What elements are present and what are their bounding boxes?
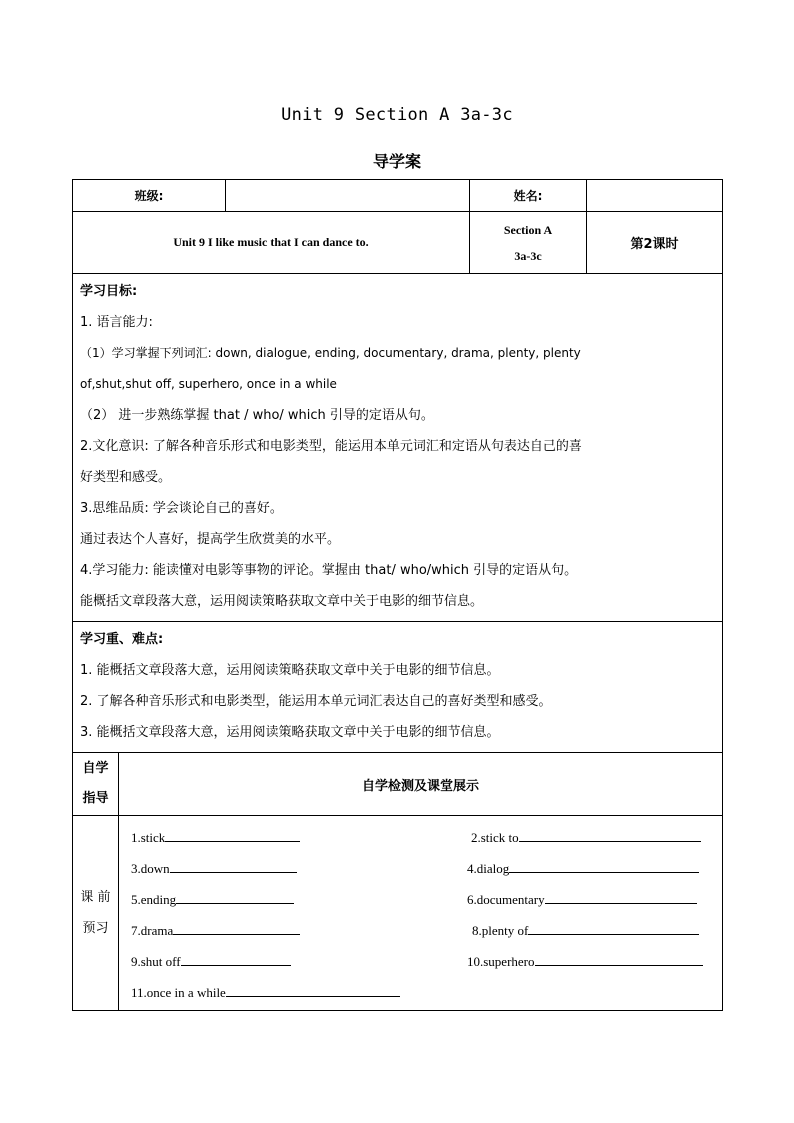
document-subtitle: 导学案 [372, 152, 421, 171]
vocab-item [131, 822, 300, 853]
answer-blank[interactable] [545, 893, 697, 904]
vocab-item [472, 915, 699, 946]
unit-title: Unit 9 I like music that I can dance to. [73, 212, 470, 274]
self-study-side-line: 指导 [82, 791, 109, 806]
answer-blank[interactable] [519, 831, 701, 842]
vocab-item [467, 884, 697, 915]
answer-blank[interactable] [535, 955, 703, 966]
vocab-row [131, 977, 716, 1008]
key-point-line: 3. 能概括文章段落大意，运用阅读策略获取文章中关于电影的细节信息。 [80, 725, 500, 740]
vocab-item [131, 946, 291, 977]
answer-blank[interactable] [170, 862, 297, 873]
vocab-item [131, 915, 300, 946]
vocab-word: 3.down [131, 861, 170, 876]
vocab-word: 6.documentary [467, 892, 545, 907]
objective-line: （1）学习掌握下列词汇: down, dialogue, ending, documentary, drama, plenty, plenty [80, 346, 581, 360]
objective-line: 3.思维品质: 学会谈论自己的喜好。 [80, 501, 283, 516]
lesson-label: 第2课时 [587, 212, 723, 274]
vocab-row [131, 884, 716, 915]
objective-line: 好类型和感受。 [80, 470, 172, 485]
vocab-row [131, 915, 716, 946]
name-field[interactable] [587, 180, 723, 212]
name-label: 姓名: [470, 180, 587, 212]
vocab-row [131, 822, 716, 853]
objective-line: 2.文化意识: 了解各种音乐形式和电影类型，能运用本单元词汇和定语从句表达自己的喜 [80, 439, 582, 454]
objective-line: 4.学习能力: 能读懂对电影等事物的评论。掌握由 that/ who/which 引导的定语从句。 [80, 563, 578, 578]
self-study-heading: 自学检测及课堂展示 [119, 753, 723, 816]
vocab-item [131, 853, 297, 884]
section-label: Section A [503, 222, 553, 237]
worksheet-table [72, 179, 723, 1011]
key-point-line: 1. 能概括文章段落大意，运用阅读策略获取文章中关于电影的细节信息。 [80, 663, 500, 678]
key-points-row [73, 622, 723, 753]
answer-blank[interactable] [509, 862, 699, 873]
vocab-item [131, 977, 400, 1008]
preview-row [73, 816, 723, 1011]
vocab-word: 1.stick [131, 830, 166, 845]
answer-blank[interactable] [181, 955, 291, 966]
key-points-block [73, 622, 723, 753]
document-title: Unit 9 Section A 3a-3c [281, 105, 513, 125]
vocab-word: 10.superhero [467, 954, 535, 969]
vocab-word: 2.stick to [471, 830, 519, 845]
section-cell [470, 212, 587, 274]
key-point-line: 2. 了解各种音乐形式和电影类型，能运用本单元词汇表达自己的喜好类型和感受。 [80, 694, 552, 709]
class-label: 班级: [73, 180, 226, 212]
vocab-word: 11.once in a while [131, 985, 226, 1000]
preview-side [73, 816, 119, 1011]
vocab-row [131, 946, 716, 977]
objective-line: 1. 语言能力: [80, 315, 153, 330]
objective-line: 能概括文章段落大意，运用阅读策略获取文章中关于电影的细节信息。 [80, 594, 484, 609]
preview-side-line: 课 前 [80, 890, 111, 905]
unit-row [73, 212, 723, 274]
vocab-item [467, 946, 703, 977]
vocab-word: 7.drama [131, 923, 174, 938]
objectives-row [73, 274, 723, 622]
vocab-item [471, 822, 701, 853]
answer-blank[interactable] [226, 986, 400, 997]
vocab-word: 5.ending [131, 892, 177, 907]
answer-blank[interactable] [173, 924, 300, 935]
vocab-word: 4.dialog [467, 861, 510, 876]
answer-blank[interactable] [165, 831, 300, 842]
vocab-row [131, 853, 716, 884]
answer-blank[interactable] [528, 924, 699, 935]
vocab-word: 8.plenty of [472, 923, 529, 938]
self-study-side-line: 自学 [82, 761, 109, 776]
section-range: 3a-3c [514, 248, 542, 263]
objectives-heading: 学习目标: [80, 284, 138, 299]
class-field[interactable] [226, 180, 470, 212]
self-study-row [73, 753, 723, 816]
preview-side-line: 预习 [82, 921, 109, 936]
vocab-item [131, 884, 294, 915]
preview-vocab-list [119, 816, 723, 1011]
objective-line: 通过表达个人喜好，提高学生欣赏美的水平。 [80, 532, 341, 547]
info-row [73, 180, 723, 212]
vocab-word: 9.shut off [131, 954, 181, 969]
objective-line: of,shut,shut off, superhero, once in a while [80, 377, 337, 391]
answer-blank[interactable] [176, 893, 294, 904]
objectives-block [73, 274, 723, 622]
objective-line: （2） 进一步熟练掌握 that / who/ which 引导的定语从句。 [80, 408, 434, 423]
self-study-side [73, 753, 119, 816]
vocab-item [467, 853, 699, 884]
key-points-heading: 学习重、难点: [80, 632, 164, 647]
